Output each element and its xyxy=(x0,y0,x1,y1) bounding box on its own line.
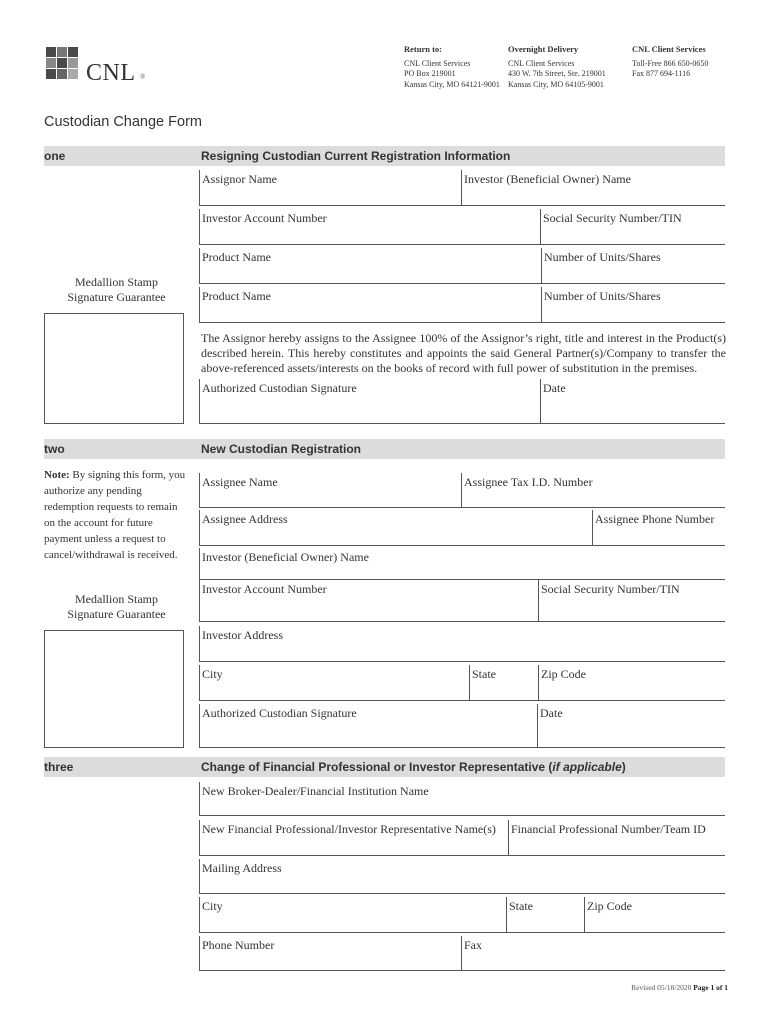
units-field-1[interactable] xyxy=(541,248,725,284)
medallion-stamp-label-two xyxy=(44,592,189,622)
investor-name-label: Investor (Beneficial Owner) Name xyxy=(464,172,631,186)
broker-dealer-label: New Broker-Dealer/Financial Institution Name xyxy=(202,784,429,798)
logo-grid-icon xyxy=(46,47,78,79)
section-three-title xyxy=(201,760,626,774)
note-text: By signing this form, you authorize any pending redemption requests to remain on the account for future payment unless a request to cancel/withdrawal is received. xyxy=(44,469,186,561)
city-field-two[interactable] xyxy=(199,665,469,701)
assignee-phone-field[interactable] xyxy=(592,510,725,546)
investor-account-label: Investor Account Number xyxy=(202,211,327,225)
product-name-label: Product Name xyxy=(202,289,271,303)
note-label: Note: xyxy=(44,469,70,481)
city-label: City xyxy=(202,899,223,913)
section-three-title-italic: if applicable xyxy=(552,760,622,774)
section-two-number: two xyxy=(44,442,65,456)
ssn-label: Social Security Number/TIN xyxy=(541,582,680,596)
section-three-number: three xyxy=(44,760,74,774)
units-label: Number of Units/Shares xyxy=(544,250,661,264)
assignee-tax-id-field[interactable] xyxy=(461,473,725,508)
investor-address-label: Investor Address xyxy=(202,628,283,642)
assignee-name-label: Assignee Name xyxy=(202,475,278,489)
signature-label: Authorized Custodian Signature xyxy=(202,706,357,720)
investor-account-label: Investor Account Number xyxy=(202,582,327,596)
section-one-number: one xyxy=(44,149,66,163)
investor-account-field-two[interactable] xyxy=(199,580,538,622)
overnight-line: CNL Client Services xyxy=(508,58,575,68)
zip-field-three[interactable] xyxy=(584,897,725,933)
return-to-line: Kansas City, MO 64121-9001 xyxy=(404,79,500,89)
stamp-label-line: Medallion Stamp xyxy=(75,592,158,606)
ssn-field[interactable] xyxy=(540,209,725,245)
client-services-heading: CNL Client Services xyxy=(632,44,706,54)
investor-name-label: Investor (Beneficial Owner) Name xyxy=(202,550,369,564)
zip-label: Zip Code xyxy=(587,899,632,913)
ssn-label: Social Security Number/TIN xyxy=(543,211,682,225)
rep-names-label: New Financial Professional/Investor Representative Name(s) xyxy=(202,822,496,836)
rep-number-field[interactable] xyxy=(508,820,725,856)
client-services-contact xyxy=(632,44,708,80)
section-two-bar xyxy=(44,439,725,459)
logo-text: CNL xyxy=(86,60,136,86)
ssn-field-two[interactable] xyxy=(538,580,725,622)
client-services-line: Toll-Free 866 650-0650 xyxy=(632,58,709,68)
assignee-name-field[interactable] xyxy=(199,473,461,508)
mailing-address-label: Mailing Address xyxy=(202,861,282,875)
page-footer xyxy=(631,983,728,992)
assignment-statement: The Assignor hereby assigns to the Assignee 100% of the Assignor’s right, title and interest in the Product(s) described herein. This hereby constitutes and appoints the said General Partner(s)/Company to transfer the above-referenced assets/interests on the books of record with full power of substitution in the premises. xyxy=(201,331,726,375)
units-label: Number of Units/Shares xyxy=(544,289,661,303)
signing-note xyxy=(44,467,189,563)
section-two-title: New Custodian Registration xyxy=(201,442,362,456)
investor-name-field[interactable] xyxy=(461,170,725,206)
form-title: Custodian Change Form xyxy=(44,114,202,130)
units-field-2[interactable] xyxy=(541,287,725,323)
overnight-line: 430 W. 7th Street, Ste. 219001 xyxy=(508,69,606,78)
assignee-tax-id-label: Assignee Tax I.D. Number xyxy=(464,475,593,489)
product-name-field-1[interactable] xyxy=(199,248,541,284)
state-label: State xyxy=(472,667,496,681)
state-label: State xyxy=(509,899,533,913)
date-field-two[interactable] xyxy=(537,704,725,748)
return-to-address xyxy=(404,44,500,90)
logo-registered-mark: ® xyxy=(140,73,146,81)
city-field-three[interactable] xyxy=(199,897,506,933)
overnight-heading: Overnight Delivery xyxy=(508,44,579,54)
phone-field[interactable] xyxy=(199,936,461,971)
assignee-phone-label: Assignee Phone Number xyxy=(595,512,715,526)
city-label: City xyxy=(202,667,223,681)
state-field-three[interactable] xyxy=(506,897,584,933)
date-label: Date xyxy=(540,706,563,720)
fax-label: Fax xyxy=(464,938,482,952)
investor-account-field[interactable] xyxy=(199,209,540,245)
assignor-name-label: Assignor Name xyxy=(202,172,277,186)
overnight-line: Kansas City, MO 64105-9001 xyxy=(508,79,604,89)
state-field-two[interactable] xyxy=(469,665,538,701)
investor-address-field[interactable] xyxy=(199,626,725,662)
product-name-label: Product Name xyxy=(202,250,271,264)
stamp-label-line: Signature Guarantee xyxy=(67,290,166,304)
assignee-address-label: Assignee Address xyxy=(202,512,288,526)
section-three-title-end: ) xyxy=(621,760,626,774)
custodian-signature-field-one[interactable] xyxy=(199,379,540,424)
phone-label: Phone Number xyxy=(202,938,275,952)
return-to-heading: Return to: xyxy=(404,44,443,54)
medallion-stamp-box-one[interactable] xyxy=(44,313,184,424)
stamp-label-line: Signature Guarantee xyxy=(67,607,166,621)
signature-label: Authorized Custodian Signature xyxy=(202,381,357,395)
zip-label: Zip Code xyxy=(541,667,586,681)
zip-field-two[interactable] xyxy=(538,665,725,701)
date-field-one[interactable] xyxy=(540,379,725,424)
return-to-line: CNL Client Services xyxy=(404,58,471,68)
assignee-address-field[interactable] xyxy=(199,510,592,546)
return-to-line: PO Box 219001 xyxy=(404,69,456,78)
stamp-label-line: Medallion Stamp xyxy=(75,275,158,289)
rep-names-field[interactable] xyxy=(199,820,508,856)
assignor-name-field[interactable] xyxy=(199,170,461,206)
fax-field[interactable] xyxy=(461,936,725,971)
mailing-address-field[interactable] xyxy=(199,859,725,894)
overnight-address xyxy=(508,44,606,90)
custodian-signature-field-two[interactable] xyxy=(199,704,537,748)
investor-name-field-two[interactable] xyxy=(199,548,725,580)
revised-date: Revised 05/18/2020 xyxy=(631,983,692,992)
client-services-line: Fax 877 694-1116 xyxy=(632,69,691,78)
broker-dealer-name-field[interactable] xyxy=(199,782,725,816)
section-three-title-main: Change of Financial Professional or Investor Representative ( xyxy=(201,760,553,774)
page-number: Page 1 of 1 xyxy=(693,983,728,992)
medallion-stamp-label-one xyxy=(44,275,189,305)
medallion-stamp-box-two[interactable] xyxy=(44,630,184,748)
date-label: Date xyxy=(543,381,566,395)
product-name-field-2[interactable] xyxy=(199,287,541,323)
rep-number-label: Financial Professional Number/Team ID xyxy=(511,822,706,836)
section-one-title: Resigning Custodian Current Registration Information xyxy=(201,149,511,163)
